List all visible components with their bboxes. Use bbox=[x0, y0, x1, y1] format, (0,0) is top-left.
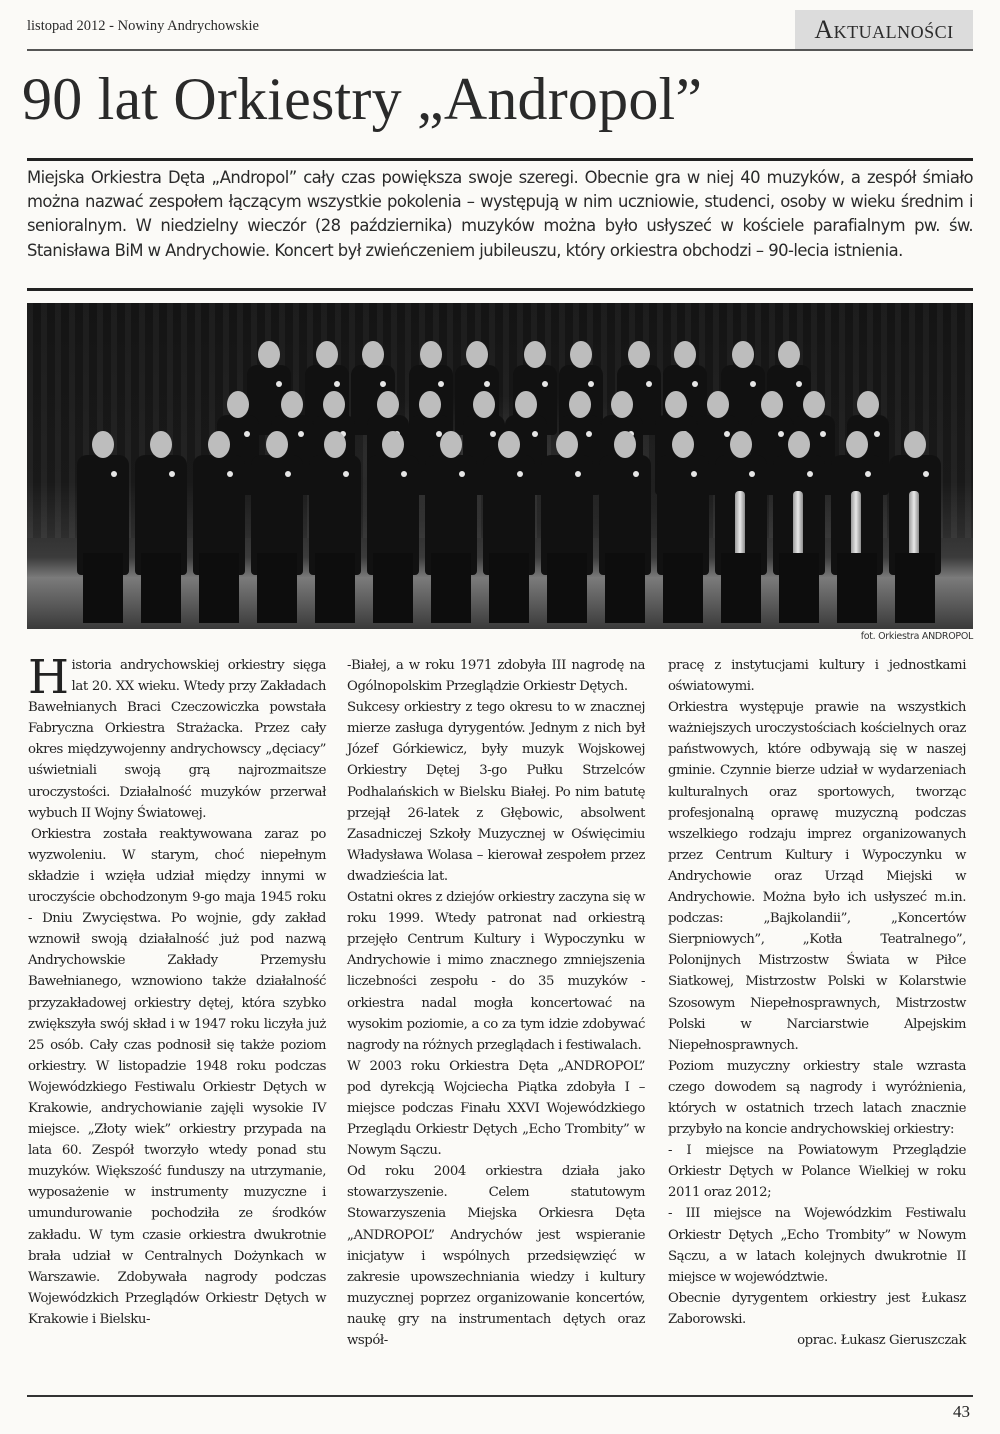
member-head bbox=[556, 431, 578, 458]
paragraph: - III miejsce na Wojewódzkim Festiwalu Orkiestr Dętych „Echo Trombity” w Nowym Sączu, a w latach kolejnych dwukrotnie II miejsce w województwie. bbox=[668, 1206, 966, 1285]
member-head bbox=[857, 391, 879, 418]
member-head bbox=[614, 431, 636, 458]
member-head bbox=[466, 341, 488, 368]
lead-bottom-rule bbox=[27, 288, 973, 291]
member-head bbox=[761, 391, 783, 418]
member-head bbox=[674, 341, 696, 368]
member-head bbox=[323, 391, 345, 418]
member-head bbox=[778, 341, 800, 368]
lead-top-rule bbox=[27, 158, 973, 161]
column-1 bbox=[28, 650, 326, 1330]
uniform-badge bbox=[285, 471, 291, 477]
member-head bbox=[258, 341, 280, 368]
paragraph: Sukcesy orkiestry z tego okresu to w znacznej mierze zasługa dyrygentów. Jednym z nich był Józef Górkiewicz, były muzyk Wojskowej Orkiestry Dętej 3-go Pułku Strzelców Podhalańskich w Bielsku Białej. Po nim batutę przejął 26-latek z Głębowic, absolwent Zasadniczej Szkoły Muzycznej w Oświęcimiu Władysława Wolasa – kierował zespołem przez dwadzieścia lat. bbox=[347, 700, 645, 884]
uniform-badge bbox=[343, 471, 349, 477]
member-legs bbox=[257, 553, 297, 623]
column-2 bbox=[347, 655, 645, 1351]
member-head bbox=[904, 431, 926, 458]
uniform-badge bbox=[588, 381, 594, 387]
paragraph: - I miejsce na Powiatowym Przeglądzie Orkiestr Dętych w Polance Wielkiej w roku 2011 oraz 2012; bbox=[668, 1143, 966, 1201]
member-head bbox=[92, 431, 114, 458]
uniform-badge bbox=[484, 381, 490, 387]
uniform-badge bbox=[633, 471, 639, 477]
member-head bbox=[846, 431, 868, 458]
uniform-badge bbox=[111, 471, 117, 477]
uniform-badge bbox=[575, 471, 581, 477]
section-tag: Aktualności bbox=[795, 10, 973, 50]
member-head bbox=[382, 431, 404, 458]
member-head bbox=[732, 341, 754, 368]
member-legs bbox=[489, 553, 529, 623]
uniform-badge bbox=[923, 471, 929, 477]
member-head bbox=[570, 341, 592, 368]
column-3 bbox=[668, 655, 966, 1351]
paragraph: W 2003 roku Orkiestra Dęta „ANDROPOL” pod dyrekcją Wojciecha Piątka zdobyła I – miejsce podczas Finału XXVI Wojewódzkiego Przeglądu Orkiestr Dętych „Echo Trombity” w Nowym Sączu. bbox=[347, 1058, 645, 1159]
paragraph-text: istoria andrychowskiej orkiestry sięga lat 20. XX wieku. Wtedy przy Zakładach Bawełnianych Braci Czeczowiczka powstała Fabryczna Orkiestra Strażacka. Przez cały okres międzywojenny andrychowscy „dęciacy” uświetniali swoją grą najrozmaitsze uroczystości. Działalność muzyków przerwał wybuch II Wojny Światowej. bbox=[28, 658, 326, 821]
member-legs bbox=[721, 553, 761, 623]
member-head bbox=[473, 391, 495, 418]
member-head bbox=[266, 431, 288, 458]
uniform-badge bbox=[401, 471, 407, 477]
orchestra-photo bbox=[27, 303, 973, 629]
member-head bbox=[150, 431, 172, 458]
uniform-badge bbox=[865, 471, 871, 477]
member-legs bbox=[373, 553, 413, 623]
member-head bbox=[707, 391, 729, 418]
uniform-badge bbox=[692, 381, 698, 387]
member-legs bbox=[779, 553, 819, 623]
header-rule bbox=[27, 49, 973, 51]
member-head bbox=[665, 391, 687, 418]
uniform-badge bbox=[169, 471, 175, 477]
uniform-badge bbox=[691, 471, 697, 477]
member-head bbox=[316, 341, 338, 368]
member-head bbox=[498, 431, 520, 458]
paragraph: pracę z instytucjami kultury i jednostkami oświatowymi. bbox=[668, 658, 966, 695]
member-legs bbox=[199, 553, 239, 623]
article-body bbox=[28, 650, 974, 1375]
paragraph bbox=[28, 650, 326, 824]
uniform-badge bbox=[380, 381, 386, 387]
footer-rule bbox=[27, 1395, 973, 1397]
member-head bbox=[515, 391, 537, 418]
uniform-badge bbox=[438, 381, 444, 387]
uniform-badge bbox=[276, 381, 282, 387]
paragraph: Orkiestra występuje prawie na wszystkich ważniejszych uroczystościach kościelnych oraz państwowych, które odbywają się w naszej gminie. Czynnie bierze udział w wydarzeniach kulturalnych oraz sportowych, tworząc profesjonalną oprawę muzyczną podczas wszelkiego rodzaju imprez organizowanych przez Centrum Kultury i Wypoczynku w Andrychowie oraz Urząd Miejski w Andrychowie. Można było ich usłyszeć m.in. podczas: „Bajkolandii”, „Koncertów Sierpniowych”, „Kotła Teatralnego”, Polonijnych Mistrzostw Świata w Piłce Siatkowej, Mistrzostw Polski w Kolarstwie Szosowym Niepełnosprawnych, Mistrzostw Polski w Narciarstwie Alpejskim Niepełnosprawnych. bbox=[668, 700, 966, 1053]
member-legs bbox=[895, 553, 935, 623]
uniform-badge bbox=[517, 471, 523, 477]
member-legs bbox=[663, 553, 703, 623]
drop-cap: H bbox=[28, 650, 69, 705]
member-legs bbox=[547, 553, 587, 623]
member-head bbox=[672, 431, 694, 458]
uniform-badge bbox=[796, 381, 802, 387]
paragraph: Ostatni okres z dziejów orkiestry zaczyna się w roku 1999. Wtedy patronat nad orkiestrą przejęło Centrum Kultury i Wypoczynku w Andrychowie i mimo znacznego zmniejszenia liczebności zespołu - do 35 muzyków - orkiestra nadal mogła koncertować na wysokim poziomie, a co za tym idzie zdobywać nagrody na różnych przeglądach i festiwalach. bbox=[347, 890, 645, 1053]
member-head bbox=[788, 431, 810, 458]
member-head bbox=[281, 391, 303, 418]
member-head bbox=[227, 391, 249, 418]
uniform-badge bbox=[750, 381, 756, 387]
member-head bbox=[803, 391, 825, 418]
uniform-badge bbox=[646, 381, 652, 387]
member-legs bbox=[605, 553, 645, 623]
paragraph: Od roku 2004 orkiestra działa jako stowarzyszenie. Celem statutowym Stowarzyszenia Miejska Orkiesra Dęta „ANDROPOL” Andrychów jest wspieranie inicjatyw i wspólnych przedsięwzięć w zakresie upowszechniania wiedzy i kultury muzycznej poprzez organizowanie koncertów, naukę gry na instrumentach dętych oraz współ- bbox=[347, 1164, 645, 1348]
uniform-badge bbox=[542, 381, 548, 387]
member-head bbox=[324, 431, 346, 458]
member-legs bbox=[83, 553, 123, 623]
member-head bbox=[524, 341, 546, 368]
byline: oprac. Łukasz Gieruszczak bbox=[797, 1333, 966, 1348]
paragraph: Poziom muzyczny orkiestry stale wzrasta czego dowodem są nagrody i wyróżnienia, których w ostatnich trzech latach znacznie przybyło na koncie andrychowskiej orkiestry: bbox=[668, 1058, 966, 1138]
member-head bbox=[628, 341, 650, 368]
member-head bbox=[420, 341, 442, 368]
member-head bbox=[730, 431, 752, 458]
article-title: 90 lat Orkiestry „Andropol” bbox=[22, 66, 703, 132]
member-head bbox=[419, 391, 441, 418]
uniform-badge bbox=[334, 381, 340, 387]
paragraph: -Białej, a w roku 1971 zdobyła III nagrodę na Ogólnopolskim Przeglądzie Orkiestr Dętych. bbox=[347, 658, 645, 695]
member-head bbox=[208, 431, 230, 458]
member-head bbox=[611, 391, 633, 418]
uniform-badge bbox=[459, 471, 465, 477]
member-head bbox=[377, 391, 399, 418]
member-legs bbox=[431, 553, 471, 623]
uniform-badge bbox=[227, 471, 233, 477]
page-number: 43 bbox=[953, 1402, 970, 1421]
member-head bbox=[440, 431, 462, 458]
member-legs bbox=[315, 553, 355, 623]
paragraph: Obecnie dyrygentem orkiestry jest Łukasz Zaborowski. bbox=[668, 1290, 966, 1327]
member-head bbox=[569, 391, 591, 418]
uniform-badge bbox=[749, 471, 755, 477]
member-legs bbox=[837, 553, 877, 623]
member-legs bbox=[141, 553, 181, 623]
uniform-badge bbox=[807, 471, 813, 477]
article-lead: Miejska Orkiestra Dęta „Andropol” cały czas powiększa swoje szeregi. Obecnie gra w niej 40 muzyków, a zespół śmiało można nazwać zespołem łączącym wszystkie pokolenia – występują w nim uczniowie, studenci, osoby w wieku średnim i senioralnym. W niedzielny wieczór (28 października) muzyków można było usłyszeć w kościele parafialnym pw. św. Stanisława BiM w Andrychowie. Koncert był zwieńczeniem jubileuszu, który orkiestra obchodzi – 90-lecia istnienia. bbox=[27, 168, 973, 260]
paragraph: Orkiestra została reaktywowana zaraz po wyzwoleniu. W starym, choć niepełnym składzie i wzięła udział między innymi w uroczyście obchodzonym 9-go maja 1945 roku - Dniu Zwycięstwa. Po wojnie, gdy zakład wznowił swoją działalność już pod nazwą Andrychowskie Zakłady Przemysłu Bawełnianego, wznowiono także działalność przyzakładowej orkiestry dętej, która szybko zwiększyła swój skład i w 1947 roku liczyła już 25 osób. Cały czas podnosił się także poziom orkiestry. W listopadzie 1948 roku podczas Wojewódzkiego Festiwalu Orkiestr Dętych w Krakowie, andrychowianie zajęli wysokie IV miejsce. „Złoty wiek” orkiestry przypada na lata 60. Zespół tworzyło wtedy ponad stu muzyków. Większość funduszy na utrzymanie, wyposażenie w instrumenty muzyczne i umundurowanie pochodziła ze środków zakładu. W tym czasie orkiestra dwukrotnie brała udział w Centralnych Dożynkach w Warszawie. Zdobywała nagrody podczas Wojewódzkich Przeglądów Orkiestr Dętych w Krakowie i Bielsku- bbox=[28, 826, 326, 1327]
member-head bbox=[362, 341, 384, 368]
running-head: listopad 2012 - Nowiny Andrychowskie bbox=[27, 18, 259, 34]
photo-credit: fot. Orkiestra ANDROPOL bbox=[860, 631, 973, 642]
